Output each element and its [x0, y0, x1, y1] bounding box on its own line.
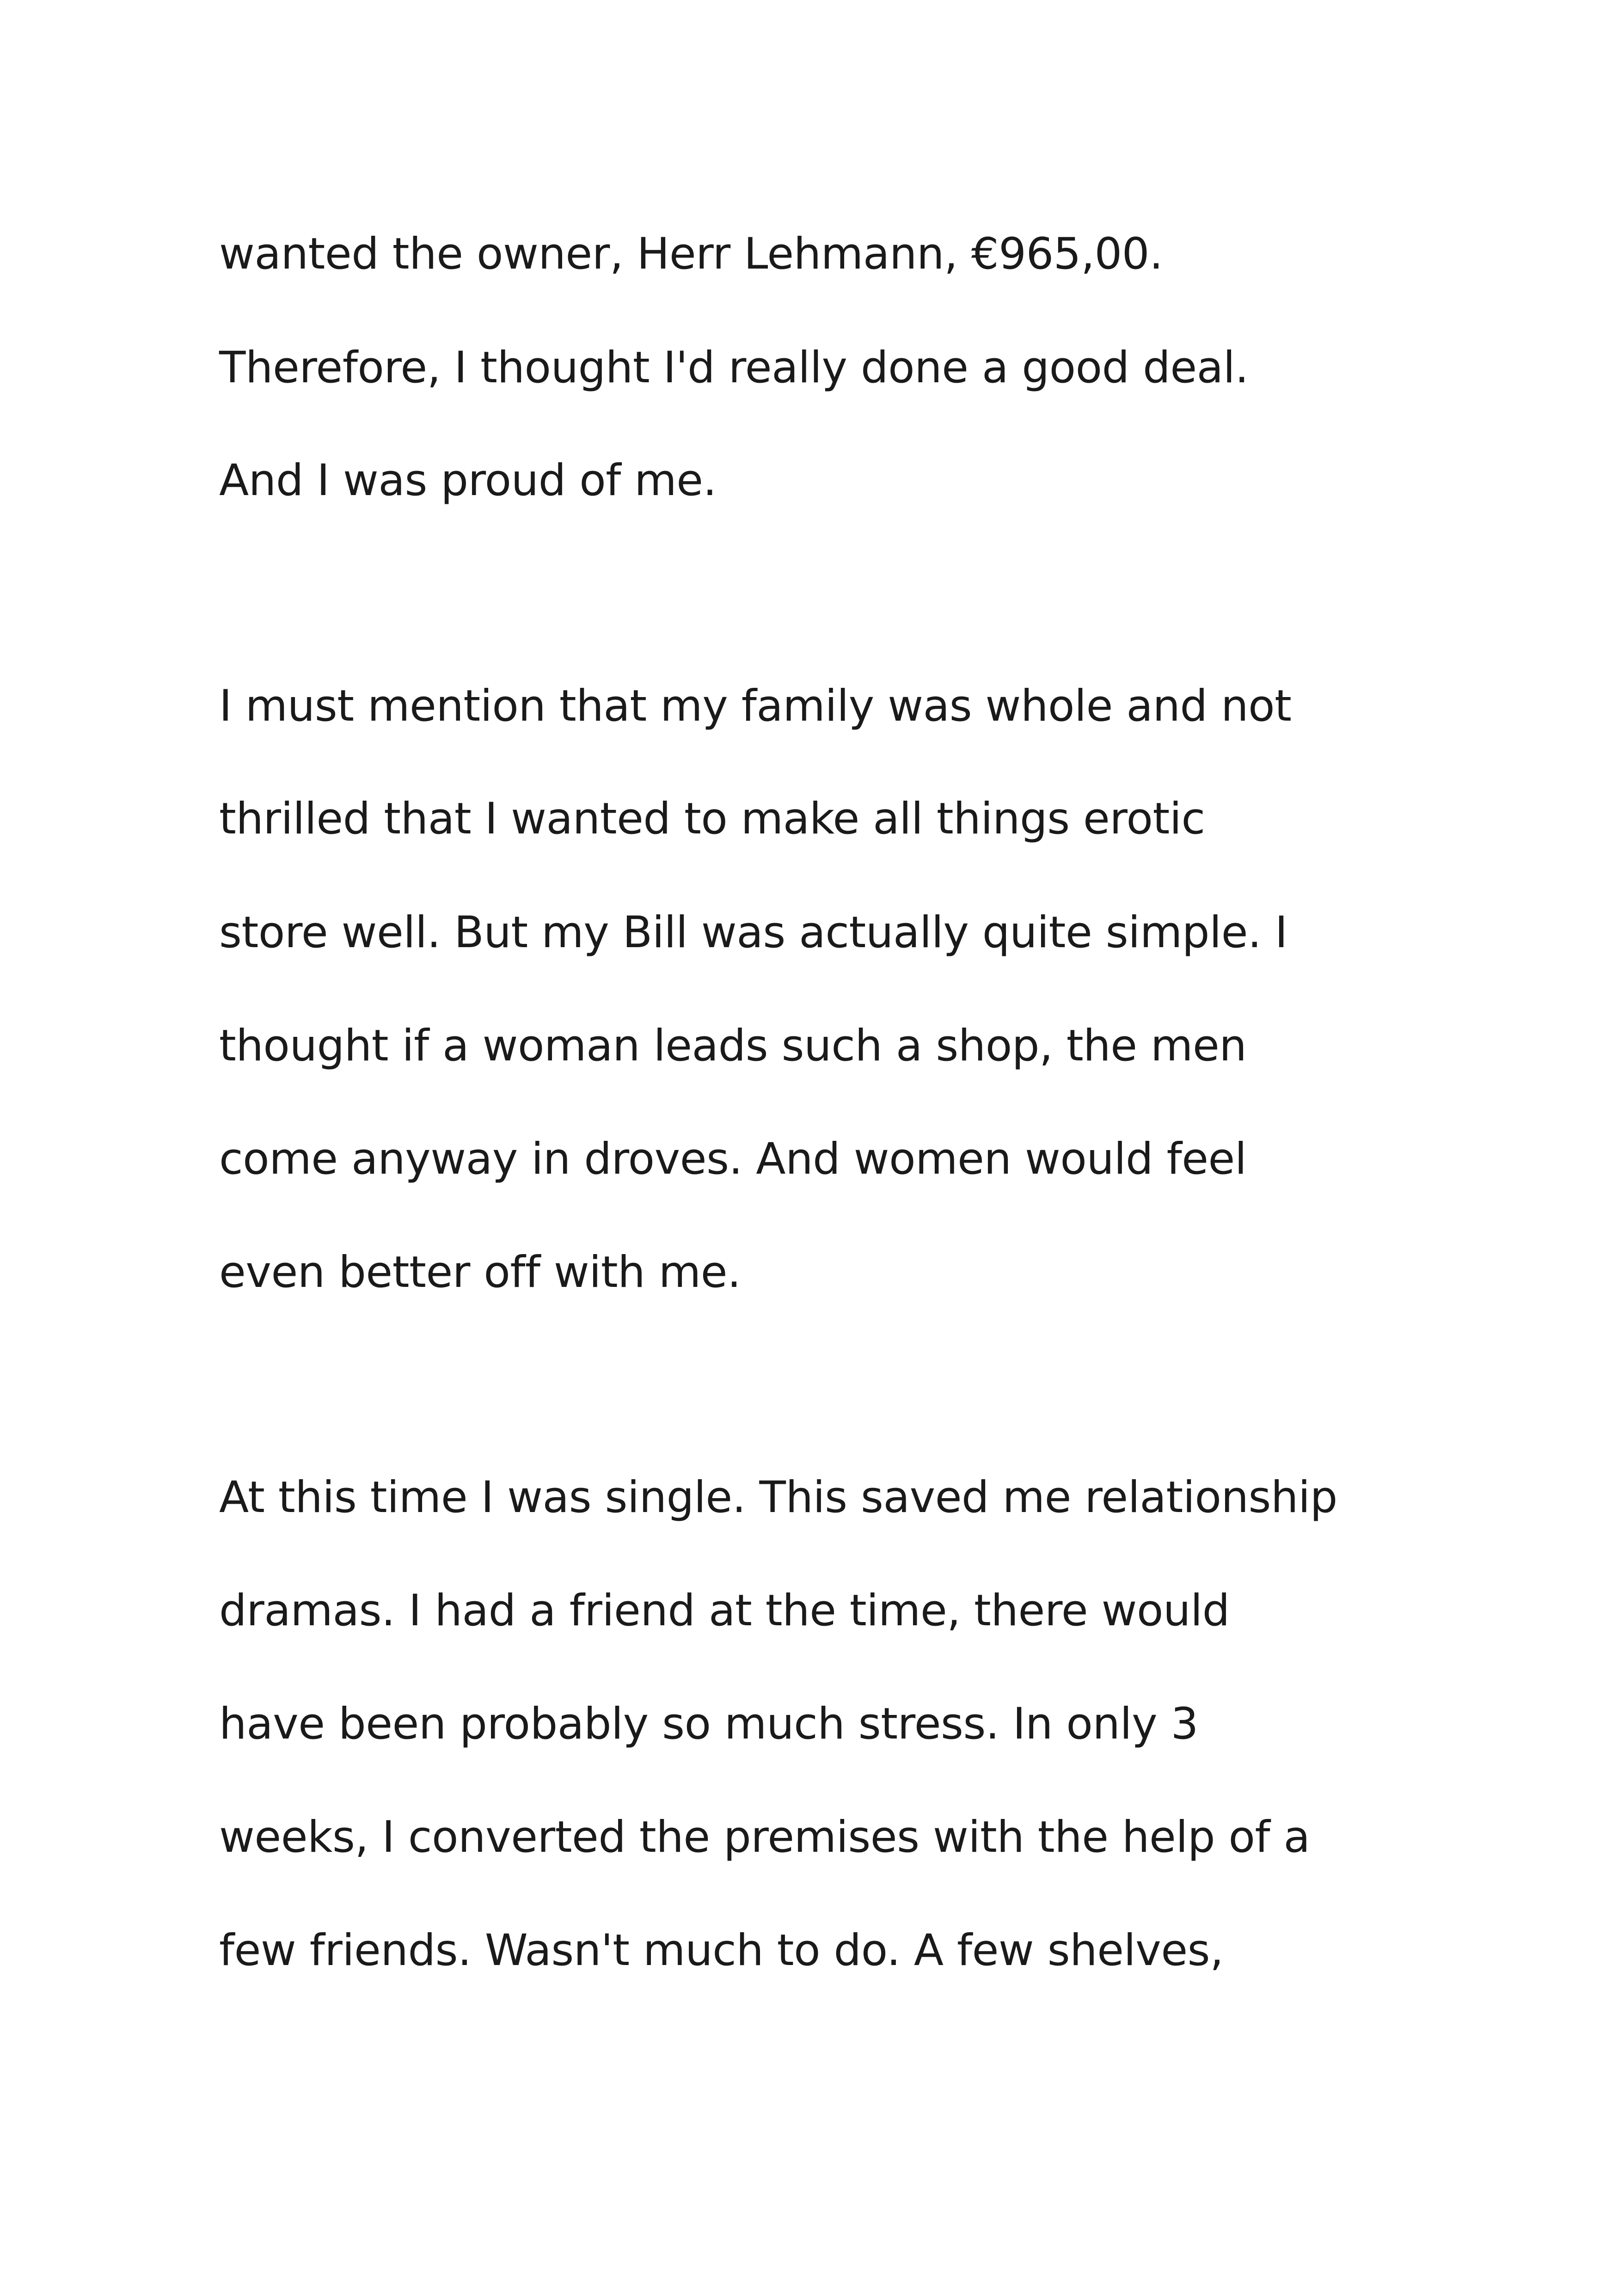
text-line: thrilled that I wanted to make all things erotic — [219, 794, 1205, 844]
text-line: come anyway in droves. And women would feel — [219, 1134, 1247, 1184]
text-line: few friends. Wasn't much to do. A few shelves, — [219, 1925, 1224, 1976]
text-line: Therefore, I thought I'd really done a good deal. — [219, 343, 1249, 393]
text-line: weeks, I converted the premises with the help of a — [219, 1812, 1310, 1862]
text-line: dramas. I had a friend at the time, there would — [219, 1586, 1230, 1636]
text-line: thought if a woman leads such a shop, the men — [219, 1021, 1247, 1071]
text-line: have been probably so much stress. In only 3 — [219, 1699, 1198, 1749]
text-line: store well. But my Bill was actually quite simple. I — [219, 907, 1288, 958]
text-line: even better off with me. — [219, 1247, 741, 1298]
text-line: And I was proud of me. — [219, 455, 717, 506]
text-line: I must mention that my family was whole and not — [219, 681, 1292, 731]
text-line: At this time I was single. This saved me relationship — [219, 1472, 1337, 1523]
text-line: wanted the owner, Herr Lehmann, €965,00. — [219, 229, 1163, 279]
